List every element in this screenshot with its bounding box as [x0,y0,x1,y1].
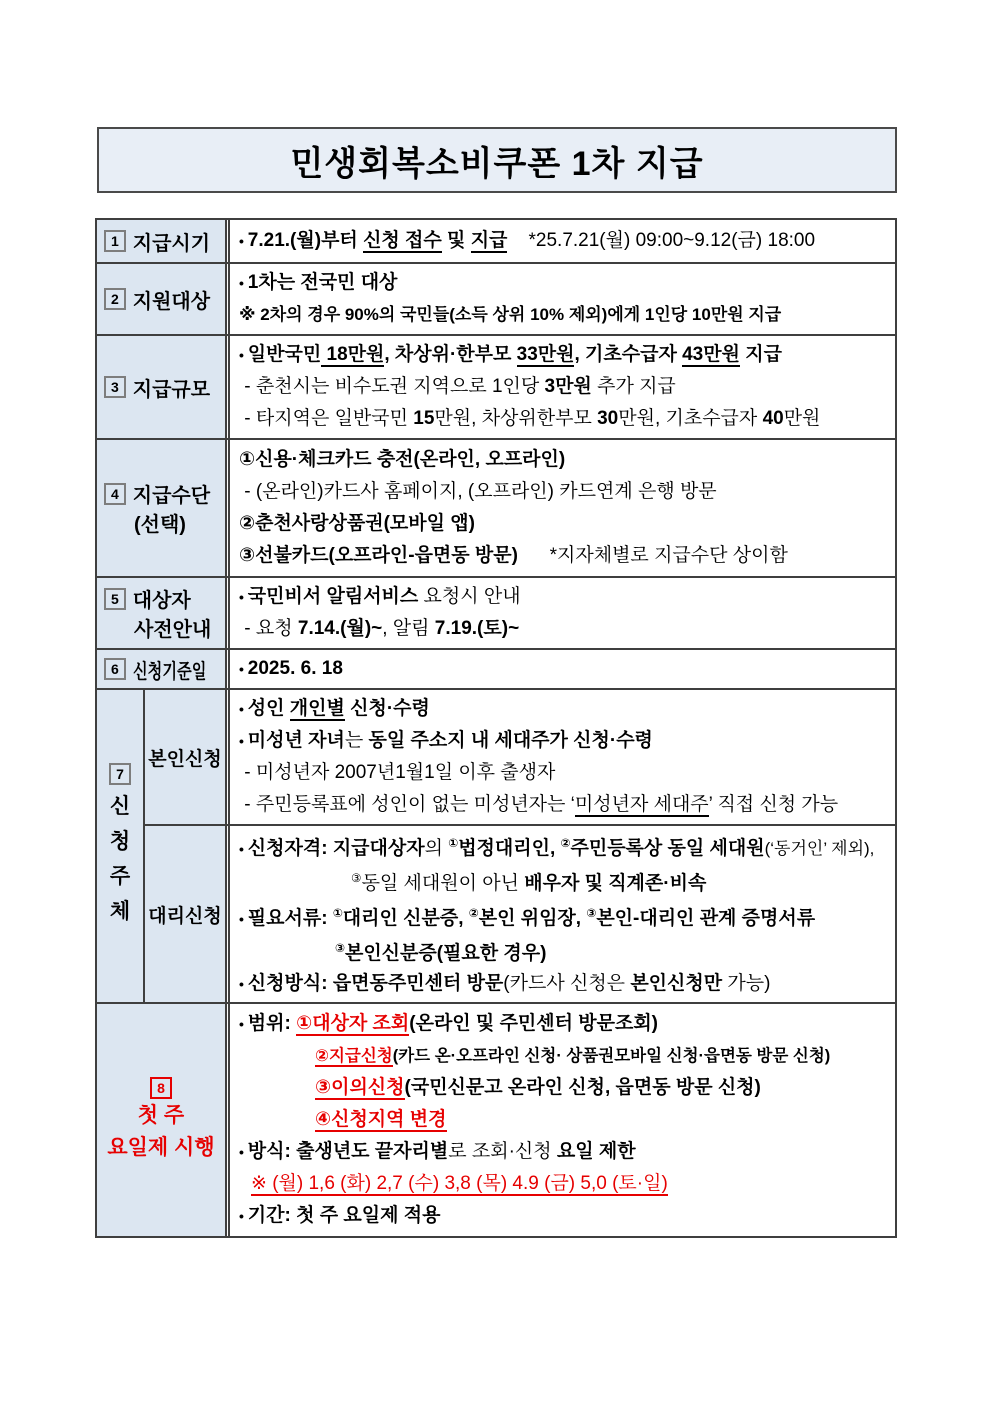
text-segment: (온라인 및 주민센터 방문조회) [409,1013,659,1034]
content-line [239,267,891,299]
text-segment: ② [560,837,571,850]
text-segment: 범위: [247,1013,297,1034]
text-segment: 1차는 전국민 대상 [247,272,398,293]
text-segment: 지급 [739,344,782,365]
applicant-subject-subrows [143,690,895,1002]
row-content-application-base-date [225,650,895,688]
row-label: 대상자 [132,590,191,612]
content-line [239,653,891,685]
row-header-first-week-rotation [97,1004,225,1236]
row-header-applicant-subject [97,690,143,1002]
text-segment: 15 [413,408,435,429]
row-number-box: 6 [104,658,126,680]
content-line [239,225,891,257]
content-line [239,1200,891,1232]
row-number-box: 3 [104,376,126,398]
row-content-payment-timing [225,220,895,262]
text-segment: ①대상자 조회 [296,1013,410,1034]
subrow-proxy-application [143,824,895,1002]
text-segment: 배우자 및 직계존·비속 [524,873,707,894]
text-segment: ① [448,837,459,850]
text-segment: 동일 주소지 내 세대주가 신청·수령 [368,730,653,751]
text-segment: • [239,1208,248,1224]
row-content-advance-notice [225,578,895,648]
text-segment: 미성년자 세대주 [574,794,709,815]
row-header-payment-timing [97,220,225,262]
text-segment: 신청·수령 [344,698,430,719]
text-segment: 만원, 차상위한부모 [434,408,598,429]
text-segment: • [239,911,248,927]
content-line [239,508,891,540]
vertical-label-char: 신 [109,795,131,818]
row-advance-notice [97,576,895,648]
text-segment: • [239,347,248,363]
text-segment: 본인신청만 [630,973,723,994]
text-segment: , 알림 [382,618,435,639]
row-header-sub-label: 사전안내 [134,619,212,641]
text-segment: 로 조회·신청 [448,1141,557,1162]
content-line [239,1104,891,1136]
row-content-support-target [225,264,895,334]
text-segment: - (온라인)카드사 홈페이지, (오프라인) 카드연계 은행 방문 [239,481,717,502]
text-segment: ※ 2차의 경우 90%의 국민들(소득 상위 10% 제외)에게 1인당 10만원 지급 [239,305,782,324]
text-segment: • [239,275,248,291]
text-segment: • [239,841,248,857]
text-segment: 본인신분증(필요한 경우) [344,943,547,964]
row-header-payment-scale [97,336,225,438]
row-header-support-target [97,264,225,334]
text-segment: (카드사 신청은 [503,973,631,994]
text-segment: 국민비서 알림서비스 [247,586,419,607]
row-content-payment-scale [225,336,895,438]
text-segment: 신청자격: 지급대상자 [247,838,425,859]
text-segment: 필요서류: [247,908,333,929]
text-segment: - 춘천시는 비수도권 지역으로 1인당 [239,376,545,397]
text-segment: • [239,733,248,749]
text-segment: 의 [424,838,449,859]
content-line [239,1168,891,1200]
text-segment: - 주민등록표에 성인이 없는 미성년자는 ‘ [239,794,575,815]
text-segment: ’ 직접 신청 가능 [708,794,839,815]
text-segment: 방식: 출생년도 끝자리별 [247,1141,449,1162]
text-segment: 만원 [783,408,821,429]
content-line [239,864,891,899]
text-segment: 개인별 [289,698,345,719]
text-segment: ②지급신청 [315,1047,393,1065]
text-segment: 성인 [247,698,290,719]
text-segment: 일반국민 [247,344,322,365]
vertical-label-char: 체 [109,900,131,923]
content-line [239,693,891,725]
text-segment: • [239,589,248,605]
text-segment: 기간: 첫 주 요일제 적용 [247,1205,441,1226]
text-segment: • [239,1016,248,1032]
row-first-week-rotation [97,1002,895,1236]
text-segment: 본인-대리인 관계 증명서류 [596,908,816,929]
content-line [239,339,891,371]
row-label-red-line1: 첫 주 [137,1104,185,1127]
row-label: 지급수단 [132,485,211,507]
text-segment: • [239,976,248,992]
row-number-box: 4 [104,483,126,505]
text-segment: ① [332,907,343,920]
row-header-sub-label: (선택) [134,514,186,536]
row-payment-scale [97,334,895,438]
text-segment: ①신용·체크카드 충전(온라인, 오프라인) [239,449,566,470]
text-segment: 30 [597,408,619,429]
row-header-line [104,479,223,508]
text-segment: 신청방식: 읍면동주민센터 방문 [247,973,504,994]
text-segment: *25.7.21(월) 09:00~9.12(금) 18:00 [507,230,816,251]
row-application-base-date [97,648,895,688]
content-line [239,1072,891,1104]
text-segment: ③ [335,942,345,955]
document-title-box [97,127,897,193]
text-segment: ③선불카드(오프라인-읍면동 방문) [239,545,518,566]
text-segment: ※ (월) 1,6 (화) 2,7 (수) 3,8 (목) 4.9 (금) 5,0 (토·일) [251,1173,668,1194]
content-line [239,1040,891,1072]
text-segment: 33만원 [516,344,575,365]
row-header-line [104,655,223,684]
row-header-application-base-date [97,650,225,688]
text-segment: 만원, 기초수급자 [618,408,763,429]
text-segment: , 차상위·한부모 [384,344,517,365]
text-segment: • [239,233,248,249]
text-segment: 주민등록상 동일 세대원 [570,838,765,859]
subrow-self-application [143,690,895,824]
content-line [239,969,891,999]
row-applicant-subject [97,688,895,1002]
text-segment: 지급 [470,230,508,251]
content-line [239,403,891,435]
text-segment: 요일 제한 [556,1141,636,1162]
text-segment: ②춘천사랑상품권(모바일 앱) [239,513,475,534]
text-segment: 43만원 [682,344,740,365]
text-segment: ③이의신청 [315,1077,405,1098]
text-segment: 40 [762,408,784,429]
subrow-header-self-application: 본인신청 [143,690,225,824]
content-line [239,899,891,934]
text-segment: 요청시 안내 [418,586,521,607]
row-header-advance-notice [97,578,225,648]
text-segment: 추가 지급 [591,376,676,397]
content-line [239,444,891,476]
text-segment: *지자체별로 지급수단 상이함 [517,545,788,566]
row-header-line [104,227,223,256]
row-header-line [104,584,223,613]
text-segment: ④신청지역 변경 [315,1109,447,1130]
content-line [239,581,891,613]
text-segment: 2025. 6. 18 [247,658,343,679]
row-number-box-red: 8 [150,1077,172,1099]
row-header-payment-method [97,440,225,576]
content-line [239,1008,891,1040]
text-segment: - 미성년자 2007년1월1일 이후 출생자 [239,762,556,783]
vertical-label-char: 주 [109,865,131,888]
row-number-box: 5 [104,588,126,610]
row-content-payment-method [225,440,895,576]
text-segment: 대리인 신분증, [342,908,469,929]
subrow-content-proxy-application [225,826,895,1002]
text-segment: 3만원 [544,376,592,397]
text-segment: 신청 접수 [363,230,442,251]
row-header-line [104,285,223,314]
text-segment: • [239,1144,248,1160]
text-segment: 7.14.(월)~ [297,618,383,639]
text-segment: 동일 세대원이 아닌 [361,873,525,894]
text-segment: 7.21.(월)부터 [247,230,364,251]
text-segment: - 요청 [239,618,298,639]
row-payment-timing [97,220,895,262]
row-payment-method [97,438,895,576]
text-segment: , 기초수급자 [574,344,683,365]
content-line [239,725,891,757]
row-number-box: 1 [104,230,126,252]
row-label-red-line2: 요일제 시행 [107,1136,215,1159]
text-segment: 는 [344,730,369,751]
content-line [239,934,891,969]
row-number-box: 7 [109,763,131,785]
row-label: 지급규모 [132,378,211,401]
row-support-target [97,262,895,334]
text-segment: 미성년 자녀 [247,730,345,751]
row-label: 지급시기 [132,232,211,255]
content-line [239,757,891,789]
row-label: 신청기준일 [132,660,207,683]
text-segment: 법정대리인, [458,838,561,859]
row-label: 지원대상 [132,290,211,313]
subrow-header-proxy-application: 대리신청 [143,826,225,1002]
content-line [239,371,891,403]
row-header-line [104,373,223,402]
text-segment: 및 [441,230,471,251]
content-line [239,540,891,572]
text-segment: (국민신문고 온라인 신청, 읍면동 방문 신청) [404,1077,761,1098]
text-segment: 가능) [722,973,771,994]
text-segment: - 타지역은 일반국민 [239,408,414,429]
text-segment: • [239,701,248,717]
text-segment: ② [468,907,479,920]
content-line [239,613,891,645]
content-line [239,1136,891,1168]
row-content-first-week-rotation [225,1004,895,1236]
text-segment: ③ [351,872,362,885]
text-segment: (‘동거인’ 제외), [764,839,875,858]
content-line [239,829,891,864]
content-line [239,476,891,508]
info-table [95,218,897,1238]
text-segment: ③ [586,907,597,920]
text-segment: 7.19.(토)~ [434,618,520,639]
row-number-box: 2 [104,288,126,310]
text-segment: (카드 온·오프라인 신청· 상품권모바일 신청·읍면동 방문 신청) [392,1047,831,1065]
text-segment: • [239,661,248,677]
content-line [239,299,891,331]
content-line [239,789,891,821]
text-segment: 본인 위임장, [478,908,587,929]
text-segment: 18만원 [321,344,385,365]
vertical-label-char: 청 [109,830,131,853]
subrow-content-self-application [225,690,895,824]
document-title: 민생회복소비쿠폰 1차 지급 [290,144,704,183]
